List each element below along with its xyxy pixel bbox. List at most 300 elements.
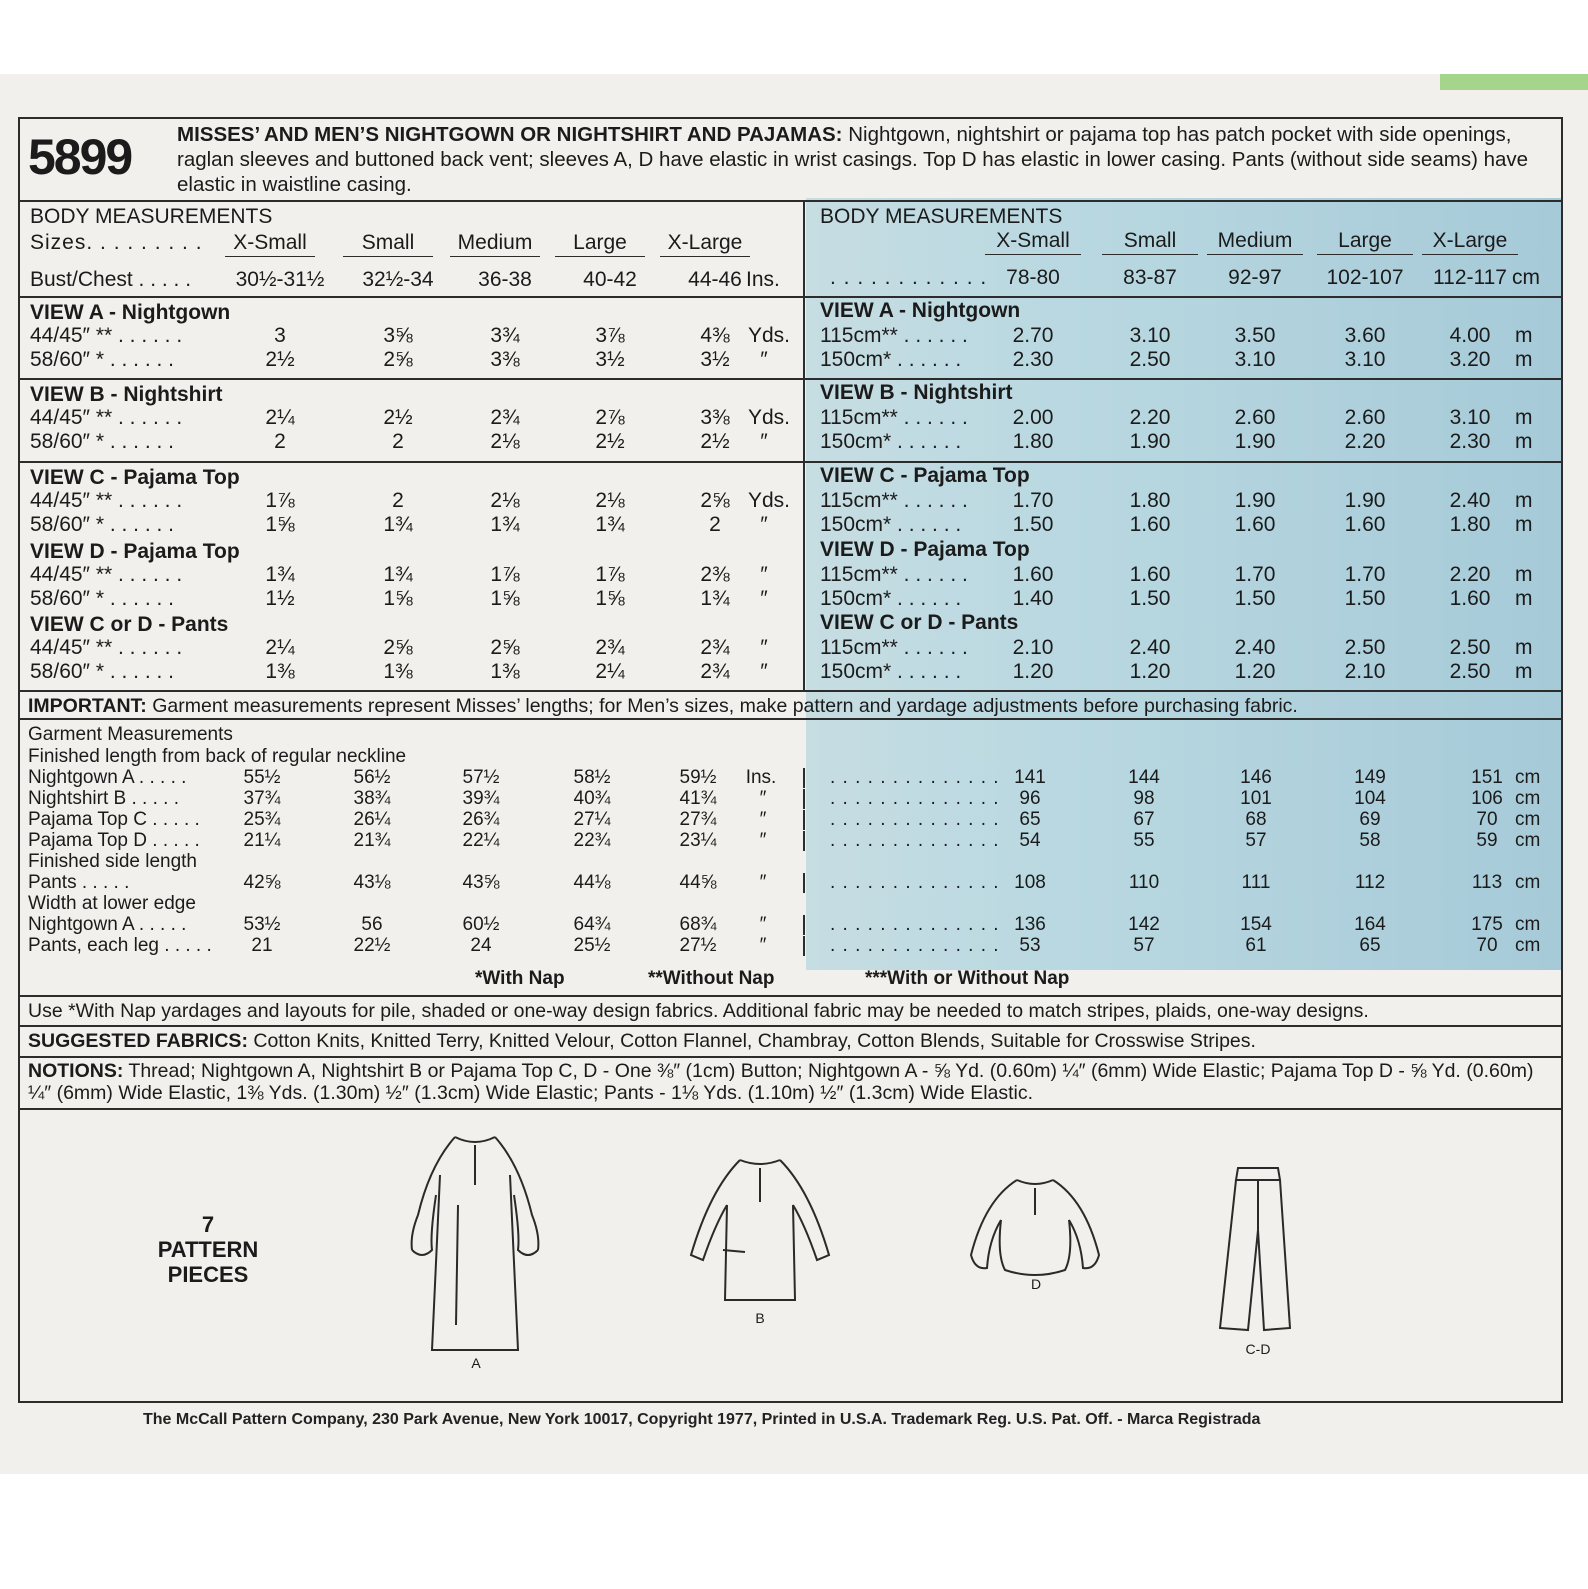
garment-subheading: Finished side length: [28, 851, 197, 872]
garment-leader: . . . . . . . . . . . . . .: [830, 872, 1000, 893]
right-fabric-width: 150cm* . . . . . .: [820, 430, 962, 453]
left-yardage: 2⅛: [490, 430, 520, 453]
left-fabric-width: 58/60″ * . . . . . .: [30, 348, 175, 371]
column-divider: [803, 936, 805, 956]
left-yardage: 2¼: [265, 636, 295, 659]
right-yardage: 3.60: [1344, 324, 1386, 347]
garment-inches: 58½: [573, 767, 611, 788]
left-bust-1: 32½-34: [362, 268, 434, 291]
garment-inches: 27¾: [679, 809, 717, 830]
important-top-rule: [18, 690, 1563, 692]
left-bust-3: 40-42: [583, 268, 637, 291]
right-bust-3: 102-107: [1326, 266, 1404, 289]
right-yardage: 2.10: [1012, 636, 1054, 659]
right-fabric-width: 150cm* . . . . . .: [820, 587, 962, 610]
pattern-number: 5899: [28, 129, 132, 185]
right-yardage: 2.50: [1129, 348, 1171, 371]
right-yardage: 3.10: [1344, 348, 1386, 371]
garment-cm: 149: [1354, 767, 1386, 788]
right-yardage: 3.10: [1234, 348, 1276, 371]
right-fabric-width: 115cm** . . . . . .: [820, 636, 968, 659]
right-yardage: 1.60: [1012, 563, 1054, 586]
sketch-label-cd: C-D: [1245, 1341, 1271, 1357]
fabrics-label: SUGGESTED FABRICS:: [28, 1030, 248, 1052]
right-yardage: 1.90: [1234, 489, 1276, 512]
garment-inches: 68¾: [679, 914, 717, 935]
right-view-title-2: VIEW C - Pajama Top: [820, 464, 1030, 487]
pattern-pieces-count: [148, 1212, 268, 1287]
garment-leader: . . . . . . . . . . . . . .: [830, 935, 1000, 956]
garment-inches: 43⅝: [462, 872, 500, 893]
garment-cm: 154: [1240, 914, 1272, 935]
right-yardage: 1.20: [1234, 660, 1276, 683]
garment-inch-unit: ″: [759, 788, 767, 809]
left-yardage: 2½: [383, 406, 413, 429]
garment-inches: 24: [470, 935, 492, 956]
table-top-rule: [18, 200, 1563, 202]
right-yardage: 4.00: [1449, 324, 1491, 347]
right-yardage: 2.40: [1129, 636, 1171, 659]
left-yardage: 3½: [595, 348, 625, 371]
important-text: Garment measurements represent Misses’ lengths; for Men’s sizes, make pattern and yardage adjustments before purchasing fabric.: [152, 695, 1298, 717]
garment-inch-unit: ″: [759, 935, 767, 956]
left-yardage: 2¾: [490, 406, 520, 429]
right-bust-4: 112-117: [1433, 266, 1507, 289]
right-yardage: 1.50: [1344, 587, 1386, 610]
left-yardage: 2¼: [595, 660, 625, 683]
left-yardage-unit: ″: [760, 587, 768, 610]
garment-leader: . . . . . . . . . . . . . .: [830, 830, 1000, 851]
left-yardage: 1¾: [383, 563, 413, 586]
garment-inches: 37¾: [243, 788, 281, 809]
left-view-title-1: VIEW B - Nightshirt: [30, 383, 223, 406]
garment-leader: . . . . . . . . . . . . . .: [830, 809, 1000, 830]
left-yardage: 2¾: [700, 636, 730, 659]
garment-cm: 68: [1245, 809, 1267, 830]
garment-cm: 112: [1354, 872, 1386, 893]
garment-label: Nightgown A . . . . .: [28, 914, 187, 935]
garment-inches: 56½: [353, 767, 391, 788]
garment-cm: 98: [1133, 788, 1155, 809]
garment-inches: 56: [361, 914, 383, 935]
garment-cm: 151: [1471, 767, 1503, 788]
right-bust-unit: cm: [1512, 266, 1540, 289]
right-bust-2: 92-97: [1228, 266, 1282, 289]
pieces-line1: PATTERN: [157, 1237, 259, 1262]
left-fabric-width: 44/45″ ** . . . . . .: [30, 406, 183, 429]
garment-label: Pants, each leg . . . . .: [28, 935, 212, 956]
right-yardage: 1.60: [1129, 563, 1171, 586]
garment-inches: 21: [251, 935, 273, 956]
view-rule: [805, 461, 1563, 463]
left-yardage: 1⅜: [383, 660, 413, 683]
garment-cm: 164: [1354, 914, 1386, 935]
garment-cm: 113: [1471, 872, 1503, 893]
left-size-2: Medium: [457, 231, 533, 254]
right-yardage-unit: m: [1515, 660, 1533, 683]
left-fabric-width: 44/45″ ** . . . . . .: [30, 563, 183, 586]
right-fabric-width: 115cm** . . . . . .: [820, 324, 968, 347]
right-yardage: 1.90: [1344, 489, 1386, 512]
garment-inches: 55½: [243, 767, 281, 788]
garment-cm-unit: cm: [1515, 788, 1541, 809]
pajama-top-d-sketch: [965, 1170, 1105, 1280]
notions: [28, 1060, 1553, 1104]
left-yardage: 1⅞: [595, 563, 625, 586]
garment-label: Nightgown A . . . . .: [28, 767, 187, 788]
right-yardage: 1.70: [1234, 563, 1276, 586]
nap-legend-item-1: **Without Nap: [648, 968, 775, 989]
right-yardage: 2.60: [1234, 406, 1276, 429]
left-size-4: X-Large: [667, 231, 743, 254]
view-rule: [805, 378, 1563, 380]
garment-cm: 146: [1240, 767, 1272, 788]
garment-leader: . . . . . . . . . . . . . .: [830, 767, 1000, 788]
garment-inches: 25½: [573, 935, 611, 956]
left-yardage: 1¾: [383, 513, 413, 536]
right-size-4: X-Large: [1432, 229, 1508, 252]
left-yardage-unit: ″: [760, 348, 768, 371]
imperial-metric-divider: [803, 200, 805, 690]
right-yardage: 2.70: [1012, 324, 1054, 347]
nightgown-a-sketch: [400, 1125, 550, 1375]
right-bust-0: 78-80: [1006, 266, 1060, 289]
garment-inches: 40¾: [573, 788, 611, 809]
left-yardage: 1⅜: [490, 660, 520, 683]
left-yardage: 2⅝: [383, 348, 413, 371]
column-divider: [803, 831, 805, 851]
garment-inches: 53½: [243, 914, 281, 935]
view-rule: [805, 296, 1563, 298]
nap-legend-item-2: ***With or Without Nap: [865, 968, 1070, 989]
view-rule: [18, 378, 803, 380]
important-label: IMPORTANT:: [28, 695, 147, 717]
left-yardage-unit: ″: [760, 513, 768, 536]
left-yardage-unit: Yds.: [747, 406, 791, 429]
garment-cm: 142: [1128, 914, 1160, 935]
right-size-3: Large: [1338, 229, 1392, 252]
right-yardage: 1.60: [1129, 513, 1171, 536]
right-yardage: 2.20: [1449, 563, 1491, 586]
left-yardage: 2⅞: [595, 406, 625, 429]
garment-inches: 26¾: [462, 809, 500, 830]
garment-inches: 22¾: [573, 830, 611, 851]
garment-label: Pajama Top D . . . . .: [28, 830, 200, 851]
right-bust-1: 83-87: [1123, 266, 1177, 289]
right-yardage: 1.20: [1129, 660, 1171, 683]
garment-cm-unit: cm: [1515, 872, 1541, 893]
left-yardage: 2¼: [265, 406, 295, 429]
left-view-title-3: VIEW D - Pajama Top: [30, 540, 240, 563]
left-bust-4: 44-46: [688, 268, 742, 291]
right-view-title-4: VIEW C or D - Pants: [820, 611, 1019, 634]
garment-cm-unit: cm: [1515, 767, 1541, 788]
pattern-description: [177, 122, 1552, 197]
size-underline: [343, 256, 433, 257]
garment-inches: 57½: [462, 767, 500, 788]
left-yardage: 1½: [265, 587, 295, 610]
left-fabric-width: 44/45″ ** . . . . . .: [30, 489, 183, 512]
left-yardage: 2: [392, 489, 404, 512]
garment-inch-unit: ″: [759, 809, 767, 830]
right-yardage-unit: m: [1515, 489, 1533, 512]
garment-inches: 64¾: [573, 914, 611, 935]
right-size-2: Medium: [1217, 229, 1293, 252]
left-yardage: 2¾: [700, 660, 730, 683]
left-yardage: 3⅜: [490, 348, 520, 371]
suggested-fabrics: [28, 1030, 1553, 1052]
left-yardage: 3¾: [490, 324, 520, 347]
right-yardage: 3.50: [1234, 324, 1276, 347]
left-view-title-2: VIEW C - Pajama Top: [30, 466, 240, 489]
left-yardage: 2: [709, 513, 721, 536]
garment-inches: 42⅝: [243, 872, 281, 893]
right-yardage: 2.40: [1234, 636, 1276, 659]
garment-cm: 65: [1019, 809, 1041, 830]
garment-inches: 43⅛: [353, 872, 391, 893]
size-underline: [1207, 254, 1303, 255]
garment-cm: 96: [1019, 788, 1041, 809]
left-view-title-0: VIEW A - Nightgown: [30, 301, 231, 324]
garment-inches: 21¾: [353, 830, 391, 851]
left-yardage: 1¾: [490, 513, 520, 536]
important-note: [28, 694, 1298, 718]
garment-subheading: Finished length from back of regular neckline: [28, 746, 407, 767]
left-fabric-width: 44/45″ ** . . . . . .: [30, 324, 183, 347]
column-divider: [803, 915, 805, 935]
right-heading: BODY MEASUREMENTS: [820, 205, 1063, 228]
right-fabric-width: 115cm** . . . . . .: [820, 563, 968, 586]
left-size-1: Small: [361, 231, 415, 254]
nap-legend-item-0: *With Nap: [475, 968, 565, 989]
left-yardage: 3½: [700, 348, 730, 371]
garment-inches: 27¼: [573, 809, 611, 830]
left-yardage: 2⅝: [383, 636, 413, 659]
garment-inch-unit: Ins.: [745, 767, 777, 788]
left-yardage-unit: ″: [760, 660, 768, 683]
right-yardage: 3.10: [1449, 406, 1491, 429]
right-fabric-width: 150cm* . . . . . .: [820, 348, 962, 371]
garment-inches: 39¾: [462, 788, 500, 809]
garment-cm: 104: [1354, 788, 1386, 809]
column-divider: [803, 873, 805, 893]
column-divider: [803, 789, 805, 809]
left-yardage: 2⅝: [700, 489, 730, 512]
right-yardage: 1.80: [1012, 430, 1054, 453]
garment-inches: 25¾: [243, 809, 281, 830]
garment-inches: 26¼: [353, 809, 391, 830]
garment-inches: 44⅝: [679, 872, 717, 893]
left-yardage: 1¾: [700, 587, 730, 610]
right-yardage: 1.50: [1234, 587, 1276, 610]
right-bust-leader: . . . . . . . . . . . .: [830, 266, 988, 289]
garment-cm: 69: [1359, 809, 1381, 830]
right-yardage: 1.70: [1012, 489, 1054, 512]
garment-label: Pajama Top C . . . . .: [28, 809, 200, 830]
garment-cm-unit: cm: [1515, 809, 1541, 830]
right-yardage: 1.70: [1344, 563, 1386, 586]
garment-cm: 65: [1359, 935, 1381, 956]
size-underline: [225, 256, 315, 257]
left-fabric-width: 58/60″ * . . . . . .: [30, 513, 175, 536]
right-yardage-unit: m: [1515, 430, 1533, 453]
garment-inches: 38¾: [353, 788, 391, 809]
left-yardage: 2½: [700, 430, 730, 453]
right-fabric-width: 115cm** . . . . . .: [820, 489, 968, 512]
garment-cm-unit: cm: [1515, 830, 1541, 851]
right-yardage: 1.90: [1234, 430, 1276, 453]
left-yardage: 3⅝: [383, 324, 413, 347]
garment-heading: Garment Measurements: [28, 724, 233, 745]
left-size-3: Large: [573, 231, 627, 254]
left-fabric-width: 44/45″ ** . . . . . .: [30, 636, 183, 659]
left-yardage: 2⅛: [595, 489, 625, 512]
garment-cm: 59: [1476, 830, 1498, 851]
right-yardage: 2.30: [1012, 348, 1054, 371]
important-bottom-rule: [18, 718, 1563, 720]
right-yardage: 1.80: [1449, 513, 1491, 536]
pieces-line2: PIECES: [167, 1262, 249, 1287]
garment-inches: 22½: [353, 935, 391, 956]
pants-cd-sketch: [1210, 1160, 1300, 1340]
garment-label: Pants . . . . .: [28, 872, 130, 893]
left-yardage: 1⅝: [383, 587, 413, 610]
view-rule: [18, 461, 803, 463]
garment-cm: 175: [1471, 914, 1503, 935]
left-bust-0: 30½-31½: [235, 268, 325, 291]
left-yardage: 4⅜: [700, 324, 730, 347]
left-bust-2: 36-38: [478, 268, 532, 291]
right-yardage: 3.10: [1129, 324, 1171, 347]
garment-cm: 70: [1476, 809, 1498, 830]
column-divider: [803, 768, 805, 788]
garment-cm-unit: cm: [1515, 914, 1541, 935]
right-yardage: 2.00: [1012, 406, 1054, 429]
publisher-footer: The McCall Pattern Company, 230 Park Avenue, New York 10017, Copyright 1977, Printed in U.S.A. Trademark Reg. U.S. Pat. Off. - Marca Registrada: [143, 1411, 1261, 1428]
left-yardage: 2: [274, 430, 286, 453]
pattern-title: MISSES’ AND MEN’S NIGHTGOWN OR NIGHTSHIRT AND PAJAMAS:: [177, 123, 843, 146]
garment-cm: 70: [1476, 935, 1498, 956]
right-yardage: 1.60: [1234, 513, 1276, 536]
garment-cm: 136: [1014, 914, 1046, 935]
right-yardage-unit: m: [1515, 563, 1533, 586]
left-yardage: 3: [274, 324, 286, 347]
left-yardage-unit: ″: [760, 563, 768, 586]
left-yardage: 1¾: [595, 513, 625, 536]
sketch-label-a: A: [471, 1355, 481, 1371]
garment-cm: 57: [1133, 935, 1155, 956]
right-yardage: 1.40: [1012, 587, 1054, 610]
right-yardage: 1.60: [1449, 587, 1491, 610]
garment-cm: 144: [1128, 767, 1160, 788]
fabrics-text: Cotton Knits, Knitted Terry, Knitted Velour, Cotton Flannel, Chambray, Cotton Blends, Suitable for Crosswise Stripes.: [253, 1030, 1256, 1052]
left-fabric-width: 58/60″ * . . . . . .: [30, 660, 175, 683]
right-fabric-width: 150cm* . . . . . .: [820, 660, 962, 683]
left-yardage: 3⅞: [595, 324, 625, 347]
right-yardage: 2.20: [1344, 430, 1386, 453]
garment-inches: 23¼: [679, 830, 717, 851]
right-yardage-unit: m: [1515, 406, 1533, 429]
garment-cm: 54: [1019, 830, 1041, 851]
garment-cm: 110: [1128, 872, 1160, 893]
left-yardage: 2⅝: [490, 636, 520, 659]
right-size-0: X-Small: [996, 229, 1070, 252]
garment-inch-unit: ″: [759, 914, 767, 935]
right-yardage: 2.50: [1449, 636, 1491, 659]
right-yardage-unit: m: [1515, 348, 1533, 371]
left-yardage: 1¾: [265, 563, 295, 586]
garment-leader: . . . . . . . . . . . . . .: [830, 788, 1000, 809]
left-yardage: 1⅝: [595, 587, 625, 610]
garment-cm: 61: [1245, 935, 1267, 956]
column-divider: [803, 810, 805, 830]
right-yardage: 2.20: [1129, 406, 1171, 429]
left-fabric-width: 58/60″ * . . . . . .: [30, 587, 175, 610]
notions-label: NOTIONS:: [28, 1060, 124, 1082]
right-fabric-width: 115cm** . . . . . .: [820, 406, 968, 429]
right-yardage-unit: m: [1515, 324, 1533, 347]
bust-label: Bust/Chest . . . . .: [30, 268, 192, 291]
left-yardage-unit: ″: [760, 430, 768, 453]
nightshirt-b-sketch: [685, 1150, 835, 1310]
left-view-title-4: VIEW C or D - Pants: [30, 613, 229, 636]
garment-cm: 111: [1241, 872, 1271, 893]
sketch-rule: [18, 1108, 1563, 1110]
garment-inch-unit: ″: [759, 872, 767, 893]
garment-cm: 57: [1245, 830, 1267, 851]
size-underline: [1102, 254, 1198, 255]
garment-label: Nightshirt B . . . . .: [28, 788, 179, 809]
size-underline: [1422, 254, 1518, 255]
right-yardage: 2.10: [1344, 660, 1386, 683]
right-yardage-unit: m: [1515, 513, 1533, 536]
pieces-number: 7: [201, 1212, 215, 1237]
garment-cm: 67: [1133, 809, 1155, 830]
sizes-label: Sizes. . . . . . . . .: [30, 231, 203, 254]
left-yardage: 2½: [595, 430, 625, 453]
right-yardage: 2.60: [1344, 406, 1386, 429]
left-yardage: 1⅜: [265, 660, 295, 683]
garment-leader: . . . . . . . . . . . . . .: [830, 914, 1000, 935]
garment-subheading: Width at lower edge: [28, 893, 196, 914]
garment-inches: 21¼: [243, 830, 281, 851]
garment-inches: 27½: [679, 935, 717, 956]
size-underline: [450, 256, 540, 257]
left-yardage-unit: Yds.: [747, 489, 791, 512]
garment-cm-unit: cm: [1515, 935, 1541, 956]
fabrics-rule: [18, 1025, 1563, 1027]
garment-inches: 41¾: [679, 788, 717, 809]
right-yardage: 2.50: [1449, 660, 1491, 683]
left-yardage: 1⅝: [490, 587, 520, 610]
nap-rule: [18, 995, 1563, 997]
view-rule: [18, 296, 803, 298]
left-yardage: 3⅜: [700, 406, 730, 429]
garment-cm: 141: [1014, 767, 1046, 788]
nap-note: Use *With Nap yardages and layouts for pile, shaded or one-way design fabrics. Additional fabric may be needed to match stripes, plaids, one-way designs.: [28, 1000, 1369, 1022]
size-underline: [660, 256, 750, 257]
right-yardage: 1.60: [1344, 513, 1386, 536]
right-yardage-unit: m: [1515, 587, 1533, 610]
left-yardage: 2⅛: [490, 489, 520, 512]
notions-text: Thread; Nightgown A, Nightshirt B or Pajama Top C, D - One ⅜″ (1cm) Button; Nightgown A - ⅝ Yd. (0.60m) ¼″ (6mm) Wide Elastic; Pajama Top D - ⅝ Yd. (0.60m) ¼″ (6mm) Wide Elastic, 1⅜ Yds. (1.30m) ½″ (1.3cm) Wide Elastic; Pants - 1⅛ Yds. (1.10m) ½″ (1.3cm) Wide Elastic.: [28, 1060, 1534, 1104]
garment-cm: 106: [1471, 788, 1503, 809]
pattern-description-text: Nightgown, nightshirt or pajama top has patch pocket with side openings, raglan sleeves and buttoned back vent; sleeves A, D have elastic in wrist casings. Top D has elastic in lower casing. Pants (without side seams) have elastic in waistline casing.: [177, 123, 1529, 196]
right-yardage: 2.50: [1344, 636, 1386, 659]
left-yardage-unit: Yds.: [747, 324, 791, 347]
right-size-1: Small: [1123, 229, 1177, 252]
right-yardage: 1.80: [1129, 489, 1171, 512]
